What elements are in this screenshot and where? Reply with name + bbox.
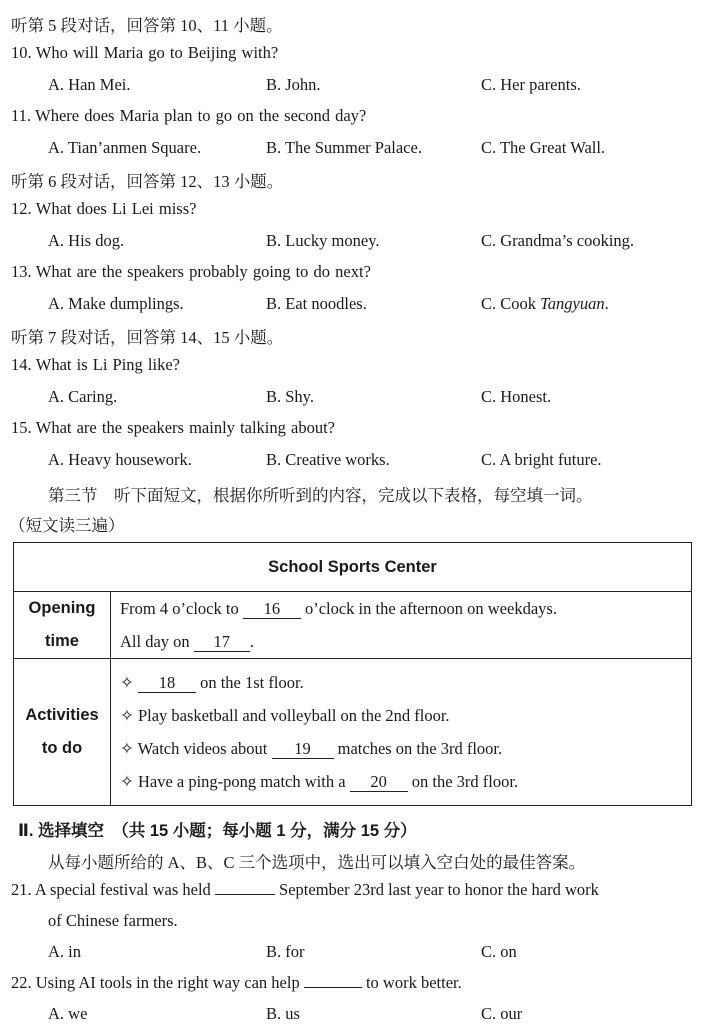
question-text: What is Li Ping like? — [35, 355, 180, 374]
option-c: C. on — [481, 942, 517, 961]
intro-dialogue-7: 听第 7 段对话，回答第 14、15 小题。 — [11, 328, 284, 347]
text: on the 1st floor. — [195, 673, 304, 692]
question-number: 21. — [11, 880, 32, 899]
option-c: C. Her parents. — [481, 75, 581, 94]
answer-blank — [215, 894, 275, 895]
question-number: 14. — [11, 355, 32, 374]
question-text: What does Li Lei miss? — [35, 199, 197, 218]
text: matches on the 3rd floor. — [333, 739, 503, 758]
option-a: A. Han Mei. — [48, 75, 131, 94]
activities-cell — [111, 659, 692, 806]
intro-dialogue-6: 听第 6 段对话，回答第 12、13 小题。 — [11, 172, 284, 191]
section3-instruction: 第三节 听下面短文，根据你所听到的内容，完成以下表格，每空填一词。 — [48, 486, 593, 505]
question-number: 15. — [11, 418, 32, 437]
question-13 — [11, 262, 371, 282]
section3-note: （短文读三遍） — [9, 516, 125, 535]
question-number: 12. — [11, 199, 32, 218]
question-10 — [11, 43, 278, 63]
text: on the 3rd floor. — [407, 772, 519, 791]
activity-1 — [111, 666, 691, 699]
option-c: C. A bright future. — [481, 450, 602, 469]
option-b: B. Eat noodles. — [266, 294, 367, 313]
activity-3 — [111, 732, 691, 765]
part2-heading: Ⅱ. 选择填空 （共 15 小题；每小题 1 分，满分 15 分） — [18, 822, 417, 840]
question-21-continued: of Chinese farmers. — [48, 911, 178, 930]
question-text: Who will Maria go to Beijing with? — [35, 43, 279, 62]
option-c: C. our — [481, 1004, 523, 1023]
question-text-post: to work better. — [361, 973, 462, 992]
option-b: B. Creative works. — [266, 450, 390, 469]
row-head-opening — [14, 592, 111, 659]
activity-2: ✧ Play basketball and volleyball on the 2nd floor. — [120, 706, 450, 725]
question-number: 10. — [11, 43, 32, 62]
question-text-pre: A special festival was held — [34, 880, 215, 899]
blank-18: 18 — [138, 674, 196, 693]
text: ✧ Have a ping-pong match with a — [120, 772, 350, 791]
question-11 — [11, 106, 366, 126]
row-head-line: to do — [41, 739, 83, 757]
text: o’clock in the afternoon on weekdays. — [300, 599, 557, 618]
option-a: A. His dog. — [48, 231, 125, 250]
option-a: A. Caring. — [48, 387, 118, 406]
row-head-line: time — [45, 632, 79, 650]
question-text: What are the speakers probably going to do next? — [35, 262, 371, 281]
option-b: B. Shy. — [266, 387, 314, 406]
option-b: B. Lucky money. — [266, 231, 380, 250]
question-number: 13. — [11, 262, 32, 281]
question-15 — [11, 418, 335, 438]
question-21 — [11, 880, 599, 900]
opening-line-1 — [111, 592, 691, 625]
table-title: School Sports Center — [14, 543, 692, 592]
text: From 4 o’clock to — [120, 599, 243, 618]
intro-dialogue-5: 听第 5 段对话，回答第 10、11 小题。 — [11, 16, 283, 35]
option-c — [481, 294, 609, 314]
question-number: 11. — [11, 106, 32, 125]
option-a: A. Heavy housework. — [48, 450, 192, 469]
option-c: C. The Great Wall. — [481, 138, 606, 157]
text: ✧ — [120, 673, 138, 692]
option-a: A. Tian’anmen Square. — [48, 138, 202, 157]
blank-19: 19 — [272, 740, 334, 759]
option-b: B. for — [266, 942, 305, 961]
option-c: C. Honest. — [481, 387, 552, 406]
question-text-pre: Using AI tools in the right way can help — [35, 973, 304, 992]
answer-blank — [304, 987, 362, 988]
part2-instruction: 从每小题所给的 A、B、C 三个选项中，选出可以填入空白处的最佳答案。 — [48, 853, 586, 872]
option-c-italic: Tangyuan — [540, 294, 605, 313]
text: . — [249, 632, 254, 651]
question-12 — [11, 199, 196, 219]
row-head-line: Activities — [25, 706, 99, 724]
question-text: What are the speakers mainly talking about? — [35, 418, 335, 437]
option-b: B. John. — [266, 75, 321, 94]
row-head-line: Opening — [28, 599, 96, 617]
blank-20: 20 — [350, 773, 408, 792]
question-text-post: September 23rd last year to honor the hard work — [274, 880, 599, 899]
question-text: Where does Maria plan to go on the second day? — [35, 106, 367, 125]
option-c: C. Grandma’s cooking. — [481, 231, 635, 250]
question-22 — [11, 973, 462, 993]
option-c-suffix: . — [604, 294, 609, 313]
opening-time-cell — [111, 592, 692, 659]
option-a: A. we — [48, 1004, 88, 1023]
activity-4 — [111, 765, 691, 798]
text: ✧ Watch videos about — [120, 739, 272, 758]
opening-line-2 — [111, 625, 691, 658]
blank-17: 17 — [194, 633, 250, 652]
option-b: B. us — [266, 1004, 300, 1023]
row-head-activities — [14, 659, 111, 806]
option-a: A. Make dumplings. — [48, 294, 184, 313]
option-b: B. The Summer Palace. — [266, 138, 422, 157]
option-c-prefix: C. Cook — [481, 294, 541, 313]
question-14 — [11, 355, 180, 375]
blank-16: 16 — [243, 600, 301, 619]
sports-center-table — [13, 542, 692, 806]
option-a: A. in — [48, 942, 81, 961]
text: All day on — [120, 632, 194, 651]
question-number: 22. — [11, 973, 32, 992]
